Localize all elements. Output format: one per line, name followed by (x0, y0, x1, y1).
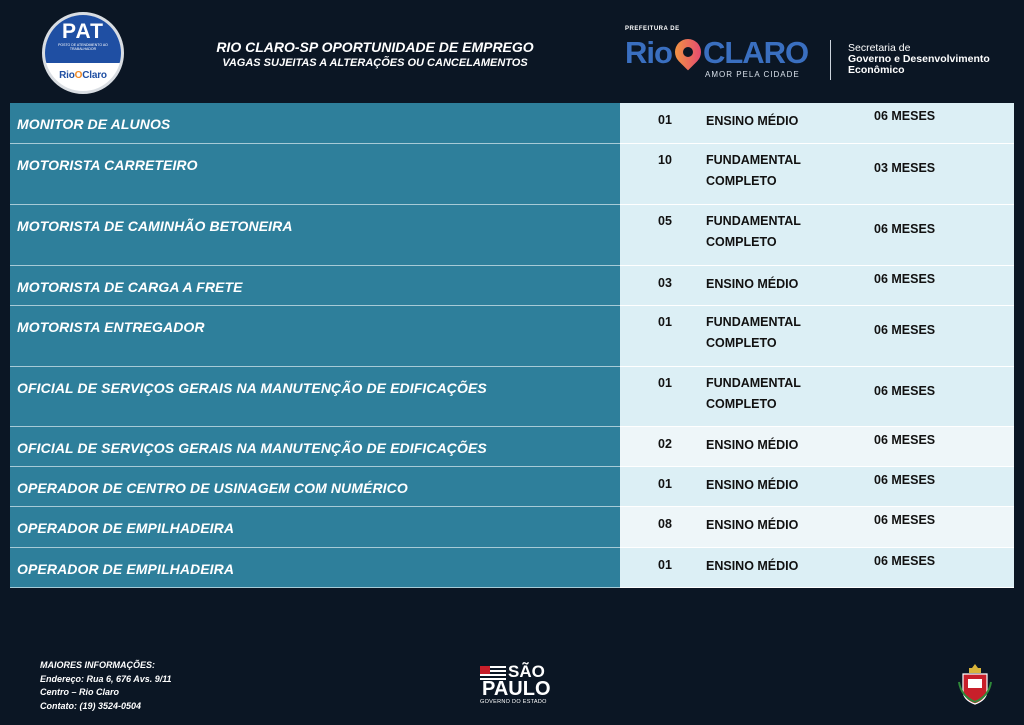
job-education-line: ENSINO MÉDIO (706, 559, 799, 573)
prefeitura-label: PREFEITURA DE (625, 26, 680, 32)
job-education-line: FUNDAMENTAL (706, 214, 801, 228)
table-row (10, 467, 1014, 507)
job-education-line: ENSINO MÉDIO (706, 277, 799, 291)
pat-logo-top (45, 15, 121, 63)
job-education (706, 435, 798, 456)
job-education (706, 211, 801, 253)
job-title: OFICIAL DE SERVIÇOS GERAIS NA MANUTENÇÃO DE EDIFICAÇÕES (17, 380, 487, 396)
job-title: OPERADOR DE CENTRO DE USINAGEM COM NUMÉRICO (17, 480, 408, 496)
job-title-cell (10, 467, 620, 507)
title-line-2: VAGAS SUJEITAS A ALTERAÇÕES OU CANCELAMENTOS (222, 57, 528, 69)
header-divider (830, 40, 831, 80)
job-education (706, 373, 801, 415)
job-detail-cell (620, 306, 1014, 367)
job-title: MOTORISTA CARRETEIRO (17, 157, 198, 173)
job-duration: 06 MESES (874, 222, 936, 236)
job-title-cell (10, 103, 620, 144)
sao-paulo-logo: SÃO PAULO GOVERNO DO ESTADO (480, 662, 551, 705)
contact-district: Centro – Rio Claro (40, 687, 120, 697)
contact-address: Endereço: Rua 6, 676 Avs. 9/11 (40, 673, 172, 684)
job-education (706, 556, 798, 577)
map-pin-icon (670, 34, 707, 71)
job-quantity: 01 (658, 113, 672, 127)
table-row (10, 427, 1014, 467)
job-quantity: 01 (658, 558, 672, 572)
job-title-cell (10, 548, 620, 588)
job-detail-cell (620, 266, 1014, 306)
job-duration: 06 MESES (874, 433, 936, 447)
job-table (10, 103, 1014, 588)
prefeitura-logo (625, 26, 825, 82)
job-title-cell (10, 205, 620, 266)
job-quantity: 08 (658, 517, 672, 531)
sao-paulo-coat-of-arms-icon (957, 662, 993, 706)
job-duration: 03 MESES (874, 161, 936, 175)
job-duration: 06 MESES (874, 513, 936, 527)
page-title (200, 38, 550, 70)
job-title-cell (10, 306, 620, 367)
table-row (10, 144, 1014, 205)
job-title: MONITOR DE ALUNOS (17, 116, 171, 132)
table-row (10, 367, 1014, 427)
job-detail-cell (620, 548, 1014, 588)
job-education-line: FUNDAMENTAL (706, 153, 801, 167)
job-detail-cell (620, 507, 1014, 548)
job-duration: 06 MESES (874, 473, 936, 487)
prefeitura-name: Rio CLARO (625, 35, 809, 70)
job-title: MOTORISTA DE CARGA A FRETE (17, 279, 243, 295)
job-detail-cell (620, 367, 1014, 427)
job-education-line: FUNDAMENTAL (706, 376, 801, 390)
job-duration: 06 MESES (874, 109, 936, 123)
job-education-line: COMPLETO (706, 235, 777, 249)
job-title: MOTORISTA DE CAMINHÃO BETONEIRA (17, 218, 293, 234)
job-duration: 06 MESES (874, 272, 936, 286)
contact-title: MAIORES INFORMAÇÕES: (40, 660, 156, 670)
job-quantity: 01 (658, 315, 672, 329)
job-education-line: COMPLETO (706, 336, 777, 350)
job-title: MOTORISTA ENTREGADOR (17, 319, 205, 335)
job-education-line: COMPLETO (706, 174, 777, 188)
job-education-line: COMPLETO (706, 397, 777, 411)
pat-logo-city: RioOClaro (59, 70, 107, 81)
job-detail-cell (620, 144, 1014, 205)
title-line-1: RIO CLARO-SP OPORTUNIDADE DE EMPREGO (216, 39, 534, 55)
job-education-line: FUNDAMENTAL (706, 315, 801, 329)
job-title-cell (10, 266, 620, 306)
job-education (706, 150, 801, 192)
job-title: OPERADOR DE EMPILHADEIRA (17, 520, 235, 536)
job-duration: 06 MESES (874, 384, 936, 398)
job-title-cell (10, 427, 620, 467)
pat-logo-word: PAT (62, 20, 104, 43)
job-education (706, 274, 798, 295)
job-quantity: 01 (658, 376, 672, 390)
job-education-line: ENSINO MÉDIO (706, 114, 799, 128)
job-education (706, 515, 798, 536)
job-duration: 06 MESES (874, 323, 936, 337)
job-detail-cell (620, 427, 1014, 467)
job-education (706, 111, 798, 132)
table-row (10, 507, 1014, 548)
table-row (10, 205, 1014, 266)
pat-logo (42, 12, 124, 94)
job-title: OFICIAL DE SERVIÇOS GERAIS NA MANUTENÇÃO DE EDIFICAÇÕES (17, 440, 487, 456)
contact-phone: Contato: (19) 3524-0504 (40, 700, 142, 711)
table-row (10, 548, 1014, 588)
table-row (10, 266, 1014, 306)
job-education (706, 475, 798, 496)
job-education (706, 312, 801, 354)
table-row (10, 306, 1014, 367)
job-detail-cell (620, 103, 1014, 144)
contact-info (40, 659, 172, 713)
job-quantity: 01 (658, 477, 672, 491)
prefeitura-tagline: AMOR PELA CIDADE (705, 70, 800, 79)
job-title-cell (10, 367, 620, 427)
job-quantity: 02 (658, 437, 672, 451)
secretaria-label: Secretaria de Governo e Desenvolvimento Econômico (848, 42, 990, 76)
job-title-cell (10, 144, 620, 205)
job-detail-cell (620, 467, 1014, 507)
job-quantity: 05 (658, 214, 672, 228)
job-quantity: 03 (658, 276, 672, 290)
job-detail-cell (620, 205, 1014, 266)
job-education-line: ENSINO MÉDIO (706, 438, 799, 452)
table-row (10, 103, 1014, 144)
job-education-line: ENSINO MÉDIO (706, 478, 799, 492)
pat-logo-subtitle: POSTO DE ATENDIMENTO AO TRABALHADOR (58, 43, 108, 51)
job-quantity: 10 (658, 153, 672, 167)
job-education-line: ENSINO MÉDIO (706, 518, 799, 532)
job-duration: 06 MESES (874, 554, 936, 568)
job-title: OPERADOR DE EMPILHADEIRA (17, 561, 235, 577)
job-title-cell (10, 507, 620, 548)
